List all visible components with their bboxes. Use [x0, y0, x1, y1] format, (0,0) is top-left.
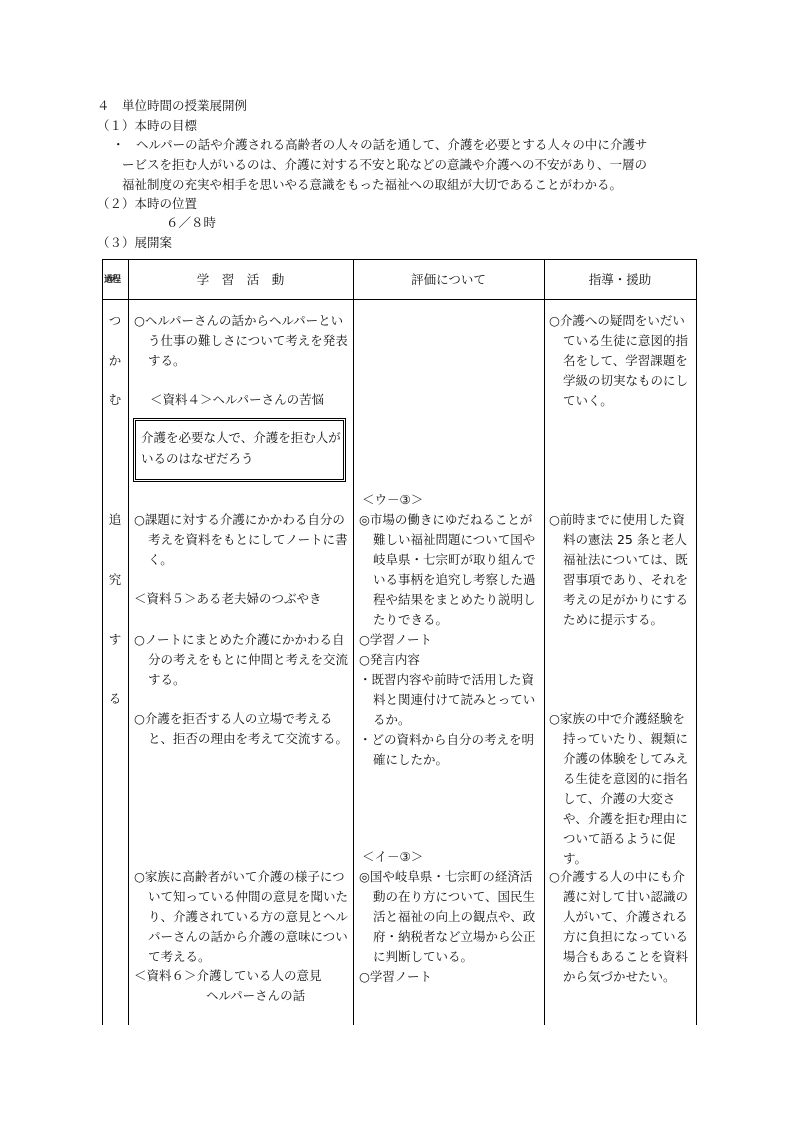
- activity-3: ○ノートにまとめた介護にかかわる自分の考えをもとに仲間と考えを交流する。: [134, 632, 349, 687]
- question-box: [133, 418, 346, 482]
- activity-2-ref: ＜資料５＞ある老夫婦のつぶやき: [134, 591, 322, 606]
- evaluation-2-code: ＜イ－③＞: [362, 849, 424, 864]
- question-text: 介護を必要な人で、介護を拒む人がいるのはなぜだろう: [141, 430, 341, 466]
- phase-tsukamu-1: つ: [108, 313, 122, 328]
- header-evaluation: 評価について: [411, 272, 486, 287]
- guidance-4: ○介護する人の中にも介護に対して甘い認識の人がいて、介護される方に負担になっている場合もあることを資料から気づかせたい。: [549, 869, 689, 984]
- evaluation-1: ◎市場の働きにゆだねることが難しい福祉問題について国や岐阜県・七宗町が取り組んでいる事柄を追究し考察した過程や結果をまとめたり説明したりできる。 ○学習ノート ○発言内容 ・既習内容や前時で活用した資料と関連付けて読みとっているか。 ・どの資料から自分の考えを明確にしたか。: [359, 512, 536, 767]
- phase-tsuikyu-2: 究: [108, 572, 122, 587]
- header-phase: 過程: [104, 275, 121, 285]
- phase-tsuikyu-4: る: [108, 691, 122, 706]
- activity-4: ○介護を拒否する人の立場で考えると、拒否の理由を考えて交流する。: [134, 711, 349, 746]
- section-title: ４ 単位時間の授業展開例: [97, 98, 248, 113]
- activity-5-ref: ＜資料６＞介護している人の意見: [134, 968, 322, 983]
- position-value: ６／８時: [166, 215, 217, 230]
- activity-1-ref: ＜資料４＞ヘルパーさんの苦悩: [150, 392, 325, 407]
- aim-line-2: ービスを拒む人がいるのは、介護に対する不安と恥などの意識や介護への不安があり、一層の: [122, 157, 648, 172]
- aim-bullet: ・: [112, 137, 125, 152]
- aim-line-1: ヘルパーの話や介護される高齢者の人々の話を通して、介護を必要とする人々の中に介護サ: [136, 137, 648, 152]
- guidance-1: ○介護への疑問をいだいている生徒に意図的指名をして、学習課題を学級の切実なものにしていく。: [549, 313, 689, 408]
- phase-tsuikyu-3: す: [108, 632, 122, 647]
- evaluation-1-code: ＜ウ－③＞: [362, 492, 424, 507]
- position-label: （２）本時の位置: [97, 196, 198, 211]
- phase-tsukamu-3: む: [108, 392, 122, 407]
- activity-5: ○家族に高齢者がいて介護の様子について知っている仲間の意見を聞いたり、介護されている方の意見とヘルパーさんの話から介護の意味について考える。: [134, 869, 349, 964]
- header-guidance: 指導・援助: [588, 272, 652, 287]
- aim-line-3: 福祉制度の充実や相手を思いやる意識をもった福祉への取組が大切であることがわかる。: [122, 177, 623, 192]
- aim-label: （１）本時の目標: [97, 118, 198, 133]
- header-activity: 学 習 活 動: [196, 272, 285, 287]
- guidance-3: ○家族の中で介護経験を持っていたり、親類に介護の体験をしてみえる生徒を意図的に指名して、介護の大変さや、介護を拒む理由について語るように促す。: [549, 711, 689, 866]
- activity-5-ref-2: ヘルパーさんの話: [206, 988, 306, 1003]
- plan-label: （３）展開案: [97, 235, 173, 250]
- phase-tsuikyu-1: 追: [108, 512, 122, 527]
- activity-2: ○課題に対する介護にかかわる自分の考えを資料をもとにしてノートに書く。: [134, 512, 348, 567]
- phase-tsukamu-2: か: [108, 353, 122, 368]
- guidance-2: ○前時までに使用した資料の憲法 25 条と老人福祉法については、既習事項であり、それを考えの足がかりにするために提示する。: [549, 512, 689, 627]
- evaluation-2: ◎国や岐阜県・七宗町の経済活動の在り方について、国民生活と福祉の向上の観点や、政府・納税者など立場から公正に判断している。 ○学習ノート: [359, 869, 536, 984]
- activity-1: ○ヘルパーさんの話からヘルパーという仕事の難しさについて考えを発表する。: [134, 313, 348, 368]
